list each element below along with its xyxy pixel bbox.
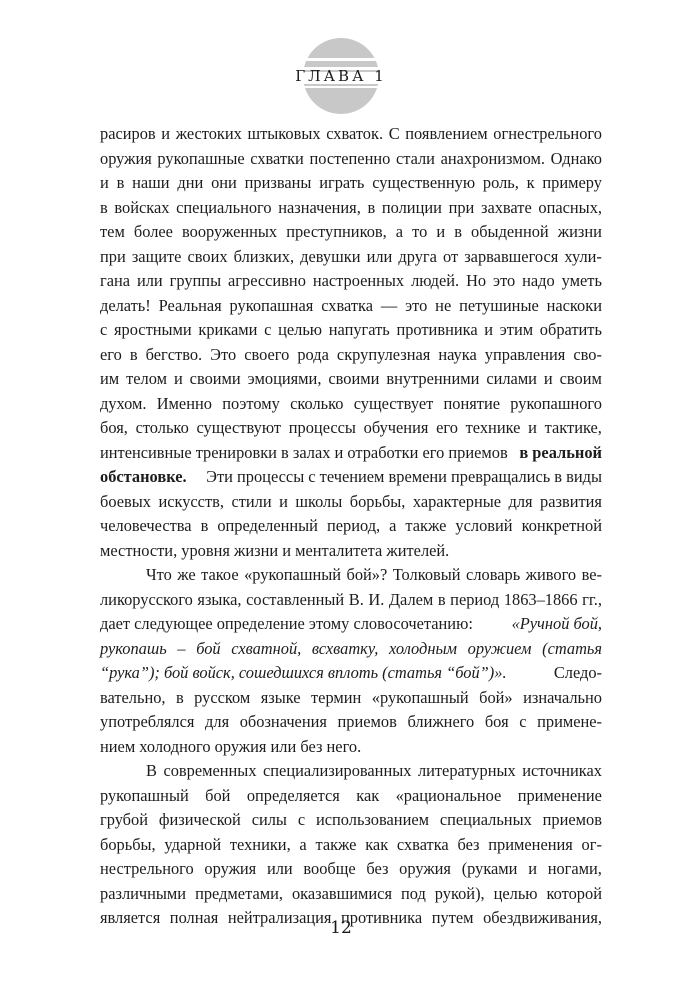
word: ог- <box>581 834 602 854</box>
word: дни <box>177 173 204 192</box>
word: с <box>297 810 306 829</box>
word: к <box>526 173 535 192</box>
page-number: 12 <box>330 918 352 938</box>
word: при <box>448 197 475 217</box>
word: полиции <box>381 197 442 217</box>
word: яростными <box>113 320 192 339</box>
word: схваток. <box>326 124 384 143</box>
text-line <box>100 122 602 147</box>
word: борьбы, <box>100 834 156 854</box>
text-line <box>100 857 602 882</box>
word: рукопашь <box>100 638 167 658</box>
word: роль, <box>482 173 519 192</box>
word: оружия <box>204 859 257 878</box>
text-line <box>100 588 602 613</box>
word: также <box>315 834 357 854</box>
word: для <box>205 712 230 731</box>
word: рукопашная <box>229 295 314 315</box>
word: силами <box>486 369 537 388</box>
word: криками <box>198 320 258 339</box>
word: (руками <box>461 859 518 878</box>
word: силы <box>251 810 287 829</box>
word: обыденной <box>471 222 549 241</box>
word: физической <box>158 810 241 829</box>
word: без <box>457 834 480 854</box>
word: обратить <box>539 320 602 339</box>
word: (статья <box>542 638 602 658</box>
word: Толковый <box>392 565 461 584</box>
word: — <box>380 295 398 315</box>
text-line <box>100 171 602 196</box>
word: друга <box>398 246 437 266</box>
word: и <box>279 491 288 511</box>
word: своего <box>244 344 290 364</box>
word: стили <box>231 491 272 511</box>
word: в <box>175 687 184 707</box>
text-span: Эти процессы с течением времени превращались в виды <box>206 467 602 486</box>
italic-quote: “рука”); бой войск, сошедшихся вплоть (статья “бой”)». <box>100 663 507 682</box>
word: захвате <box>480 197 532 217</box>
word: петушиные <box>459 295 539 315</box>
word: в <box>454 222 462 241</box>
word: огнестрельного <box>493 124 602 143</box>
word: поэтому <box>222 393 280 413</box>
word: применения <box>488 834 573 854</box>
word: телом <box>126 369 167 388</box>
word: не <box>435 295 452 315</box>
word: эмоциями, <box>247 369 322 388</box>
word: оружия <box>100 148 152 168</box>
word: вооруженных <box>182 222 278 241</box>
word: оружием <box>467 638 532 658</box>
word: в <box>100 197 108 217</box>
word: тактике, <box>544 418 602 437</box>
word: девушки <box>300 246 361 266</box>
word: близких, <box>233 246 295 266</box>
text-line-mixed <box>100 612 602 637</box>
word: схватка <box>321 295 373 315</box>
word: противника <box>396 320 478 339</box>
word: и <box>436 222 446 241</box>
word: наши <box>132 173 170 192</box>
word: оказавшимися <box>291 883 392 903</box>
text-line <box>100 759 602 784</box>
word: такое <box>201 565 239 584</box>
word: период <box>450 589 500 609</box>
text-line: нием холодного оружия или без него. <box>100 736 362 756</box>
italic-quote: «Ручной бой, <box>511 614 602 633</box>
text-line <box>100 196 602 221</box>
word: своими <box>189 369 241 388</box>
word: а <box>395 222 404 241</box>
word: это <box>405 295 428 315</box>
word: искусств, <box>158 491 224 511</box>
text-line <box>100 269 602 294</box>
word: составленный <box>246 589 345 609</box>
word: оружия <box>399 859 451 878</box>
word: словарь <box>466 565 521 584</box>
word: появлением <box>405 124 488 143</box>
text-line <box>100 318 602 343</box>
word: от <box>442 246 459 266</box>
word: существенную <box>372 173 476 192</box>
word: тем <box>100 222 125 241</box>
word: назначения, <box>278 197 361 217</box>
word: своими <box>328 369 380 388</box>
word: бой»? <box>346 565 388 584</box>
word: хули- <box>564 246 602 266</box>
word: играть <box>319 173 365 192</box>
body-text <box>100 122 602 931</box>
word: обучения <box>363 418 429 437</box>
word: целью <box>493 883 538 903</box>
word: столько <box>135 418 189 437</box>
word: то <box>412 222 428 241</box>
word: 1863–1866 <box>503 589 578 609</box>
word: в <box>367 197 376 217</box>
word: противника <box>341 908 423 927</box>
word: под <box>400 883 426 903</box>
text-span: интенсивные тренировки в залах и отработки его приемов <box>100 442 508 462</box>
word: борьбы, <box>349 491 406 511</box>
word: призваны <box>244 173 312 192</box>
text-line <box>100 784 602 809</box>
word: применение <box>517 785 602 805</box>
word: агрессивно <box>228 271 306 290</box>
word: без <box>366 859 389 878</box>
word: наскоки <box>546 295 602 315</box>
word: Однако <box>550 148 602 168</box>
word: а <box>299 834 307 854</box>
word: жестоких <box>175 124 242 143</box>
word: ликорусского <box>100 589 193 609</box>
word: с <box>264 320 272 339</box>
bold-text: обстановке. <box>100 467 187 486</box>
word: русском <box>194 687 251 707</box>
word: как <box>356 785 380 805</box>
word: Именно <box>156 393 212 413</box>
word: или <box>136 271 163 290</box>
word: Реальная <box>158 295 222 315</box>
word: понятие <box>443 393 501 413</box>
word: специализированных <box>263 761 412 780</box>
word: холодным <box>389 638 458 658</box>
word: определенный <box>217 516 318 535</box>
word: существует <box>353 393 434 413</box>
text-line <box>100 343 602 368</box>
word: внутренними <box>386 369 480 388</box>
word: и <box>543 369 553 388</box>
word: использованием <box>315 810 429 829</box>
word: скрупулезная <box>336 344 431 364</box>
word: школы <box>295 491 343 511</box>
word: боя <box>484 712 509 731</box>
word: управления <box>484 344 566 364</box>
word: примене- <box>537 712 602 731</box>
italic-quote <box>100 637 602 662</box>
word: является <box>100 908 161 927</box>
word: штыковых <box>247 124 321 143</box>
text-line <box>100 710 602 735</box>
text-line-mixed <box>100 465 602 490</box>
word: они <box>211 173 237 192</box>
word: и <box>484 320 494 339</box>
word: обездвиживания, <box>483 908 602 927</box>
text-line <box>100 367 602 392</box>
word: наука <box>438 344 477 364</box>
word: своим <box>559 369 602 388</box>
word: бой <box>196 638 221 658</box>
word: группы <box>169 271 222 290</box>
word: уметь <box>561 271 602 290</box>
word: это <box>493 271 516 290</box>
word: языке <box>260 687 301 707</box>
word: также <box>405 516 447 535</box>
text-line <box>100 416 602 441</box>
word: бой» <box>479 687 513 707</box>
text-line <box>100 147 602 172</box>
word: рукопашные <box>157 148 245 168</box>
word: всхватку, <box>311 638 379 658</box>
word: людей. <box>411 271 460 290</box>
text-line <box>100 220 602 245</box>
text-line <box>100 245 602 270</box>
word: употреблялся <box>100 712 195 731</box>
word: И. <box>368 589 385 609</box>
word: его <box>436 418 458 437</box>
word: специальных <box>439 810 532 829</box>
word: с <box>100 320 108 339</box>
word: бой <box>205 785 231 805</box>
text-line <box>100 808 602 833</box>
text-line <box>100 490 602 515</box>
word: «рукопашный <box>371 687 469 707</box>
text-line: местности, уровня жизни и менталитета жителей. <box>100 540 450 560</box>
word: боевых <box>100 491 151 511</box>
word: и <box>100 173 109 192</box>
word: анахронизмом. <box>440 148 545 168</box>
word: предметами, <box>195 883 283 903</box>
text-line-mixed <box>100 441 602 466</box>
word: в <box>437 589 446 609</box>
word: с <box>519 712 527 731</box>
word: В. <box>348 589 364 609</box>
word: или <box>366 246 393 266</box>
word: при <box>100 246 126 266</box>
word: современных <box>163 761 257 780</box>
word: постепенно <box>309 148 391 168</box>
word: гг., <box>582 589 602 609</box>
word: расиров <box>100 124 156 143</box>
text-line <box>100 294 602 319</box>
word: и <box>528 418 537 437</box>
word: В <box>146 761 157 780</box>
word: различными <box>100 883 187 903</box>
word: живого <box>525 565 577 584</box>
word: вообще <box>303 859 356 878</box>
word: ближнего <box>407 712 475 731</box>
text-span: дает следующее определение этому словосочетанию: <box>100 614 473 633</box>
word: грубой <box>100 810 148 829</box>
word: а <box>389 516 397 535</box>
word: его <box>100 344 122 364</box>
word: «рациональное <box>395 785 502 805</box>
word: как <box>365 834 389 854</box>
word: Это <box>210 344 237 364</box>
word: примеру <box>542 173 602 192</box>
word: технике <box>465 418 521 437</box>
word: своих <box>187 246 228 266</box>
word: зарвавшегося <box>464 246 559 266</box>
word: стали <box>395 148 435 168</box>
word: С <box>388 124 400 143</box>
word: более <box>133 222 173 241</box>
word: Что <box>146 565 172 584</box>
word: защите <box>131 246 182 266</box>
word: нестрельного <box>100 859 194 878</box>
word: в <box>129 344 138 364</box>
word: определяется <box>246 785 340 805</box>
word: схватной, <box>231 638 302 658</box>
word: которой <box>546 883 602 903</box>
text-line <box>100 563 602 588</box>
word: или <box>266 859 293 878</box>
word: этим <box>499 320 534 339</box>
word: обозначения <box>239 712 327 731</box>
word: духом. <box>100 393 147 413</box>
word: напугать <box>328 320 390 339</box>
text-line <box>100 833 602 858</box>
word: сколько <box>290 393 344 413</box>
word: опасных, <box>538 197 602 217</box>
word: рукой), <box>434 883 485 903</box>
word: гана <box>100 271 131 290</box>
word: процессы <box>288 418 356 437</box>
text-line <box>100 392 602 417</box>
word: ве- <box>581 565 602 584</box>
word: настроенных <box>312 271 405 290</box>
text-line <box>100 882 602 907</box>
bold-text: в реальной <box>519 442 602 462</box>
word: конкретной <box>521 516 602 535</box>
word: и <box>528 859 537 878</box>
word: существуют <box>196 418 282 437</box>
word: же <box>177 565 196 584</box>
text-span: Следо- <box>553 663 602 682</box>
word: рода <box>297 344 329 364</box>
word: период, <box>326 516 381 535</box>
word: целью <box>278 320 323 339</box>
text-line-mixed <box>100 661 602 686</box>
word: в <box>200 516 209 535</box>
word: литературных <box>417 761 516 780</box>
word: Но <box>466 271 487 290</box>
word: развития <box>540 491 602 511</box>
word: ударной <box>164 834 222 854</box>
word: «рукопашный <box>244 565 342 584</box>
word: вательно, <box>100 687 166 707</box>
word: условий <box>455 516 513 535</box>
word: ногами, <box>547 859 602 878</box>
word: схватки <box>250 148 304 168</box>
word: Далем <box>388 589 434 609</box>
word: надо <box>522 271 555 290</box>
word: термин <box>311 687 362 707</box>
word: сво- <box>573 344 602 364</box>
text-line <box>100 514 602 539</box>
word: преступников, <box>286 222 387 241</box>
word: им <box>100 369 120 388</box>
word: специального <box>176 197 272 217</box>
word: – <box>177 638 186 658</box>
word: источниках <box>522 761 602 780</box>
word: для <box>508 491 533 511</box>
word: бегство. <box>145 344 203 364</box>
word: и <box>173 369 183 388</box>
text-line <box>100 686 602 711</box>
word: и <box>161 124 171 143</box>
word: жизни <box>557 222 602 241</box>
word: человечества <box>100 516 192 535</box>
word: изначально <box>523 687 602 707</box>
word: делать! <box>100 295 151 315</box>
word: техники, <box>229 834 291 854</box>
word: нейтрализация <box>227 908 332 927</box>
chapter-heading: ГЛАВА 1 <box>295 67 387 85</box>
word: рукопашный <box>100 785 189 805</box>
word: приемов <box>542 810 602 829</box>
word: боя, <box>100 418 128 437</box>
word: схватка <box>396 834 449 854</box>
word: путем <box>431 908 474 927</box>
word: рукопашного <box>510 393 602 413</box>
word: войсках <box>114 197 170 217</box>
word: в <box>116 173 125 192</box>
word: языка, <box>197 589 242 609</box>
word: характерные <box>412 491 502 511</box>
word: полная <box>169 908 219 927</box>
word: приемов <box>337 712 397 731</box>
